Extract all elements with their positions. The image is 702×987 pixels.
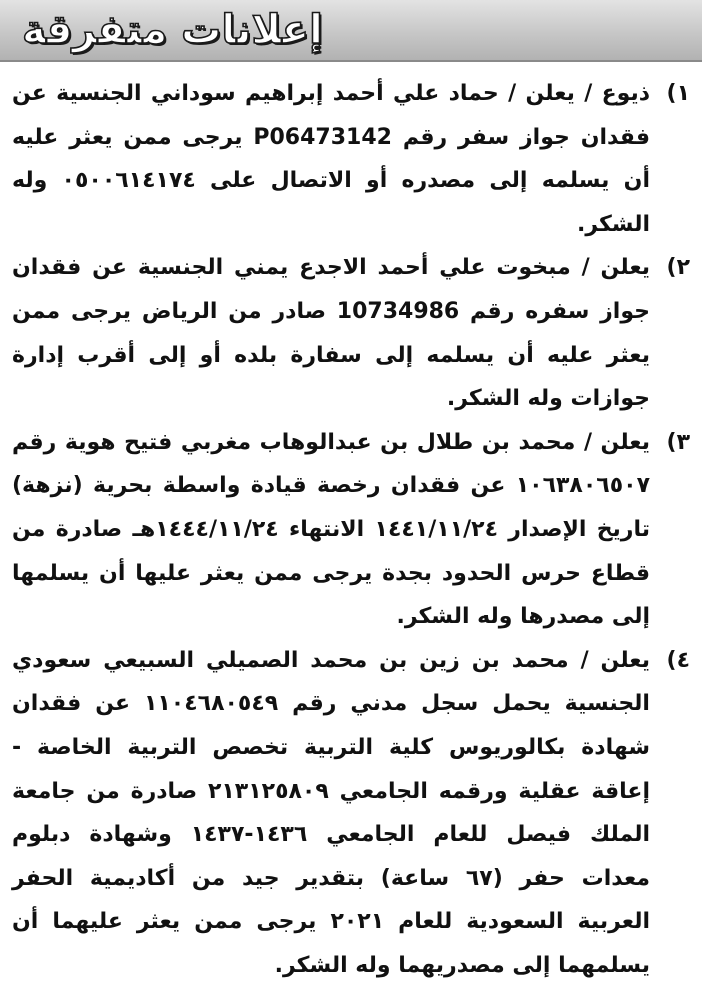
ad-text: يعلن / محمد بن طلال بن عبدالوهاب مغربي فتيح هوية رقم ١٠٦٣٨٠٦٥٠٧ عن فقدان رخصة قيادة واسطة بحرية (نزهة) تاريخ الإصدار ١٤٤١/١١/٢٤ الانتهاء ١٤٤٤/١١/٢٤هـ صادرة من قطاع حرس الحدود بجدة يرجى ممن يعثر عليها أن يسلمها إلى مصدرها وله الشكر. bbox=[12, 429, 650, 630]
classified-ad-3 bbox=[12, 421, 690, 639]
classified-ad-2 bbox=[12, 246, 690, 420]
ad-text: ذيوع / يعلن / حماد علي أحمد إبراهيم سوداني الجنسية عن فقدان جواز سفر رقم P06473142 يرجى ممن يعثر عليه أن يسلمه إلى مصدره أو الاتصال على ٠٥٠٠٦١٤١٧٤ وله الشكر. bbox=[12, 81, 650, 237]
ad-number: ١) bbox=[666, 81, 690, 106]
ad-number: ٤) bbox=[666, 647, 690, 673]
classified-ad-1 bbox=[12, 72, 690, 246]
ad-number: ٢) bbox=[666, 255, 690, 281]
ad-text: يعلن / مبخوت علي أحمد الاجدع يمني الجنسية عن فقدان جواز سفره رقم 10734986 صادر من الرياض يرجى ممن يعثر عليه أن يسلمه إلى سفارة بلده أو إلى أقرب إدارة جوازات وله الشكر. bbox=[12, 255, 650, 412]
section-header bbox=[0, 0, 702, 62]
section-title: إعلانات متفرقة bbox=[22, 7, 323, 53]
classified-ad-4 bbox=[12, 639, 690, 987]
ad-number: ٣) bbox=[666, 429, 690, 455]
classified-ads-list bbox=[12, 72, 690, 987]
ad-text: يعلن / محمد بن زين بن محمد الصميلي السبيعي سعودي الجنسية يحمل سجل مدني رقم ١١٠٤٦٨٠٥٤٩ عن فقدان شهادة بكالوريوس كلية التربية تخصص التربية الخاصة - إعاقة عقلية ورقمه الجامعي ٢١٣١٢٥٨٠٩ صادرة من جامعة الملك فيصل للعام الجامعي ١٤٣٦-١٤٣٧ وشهادة دبلوم معدات حفر (٦٧ ساعة) بتقدير جيد من أكاديمية الحفر العربية السعودية للعام ٢٠٢١ يرجى ممن يعثر عليهما أن يسلمهما إلى مصدريهما وله الشكر. bbox=[12, 647, 650, 978]
